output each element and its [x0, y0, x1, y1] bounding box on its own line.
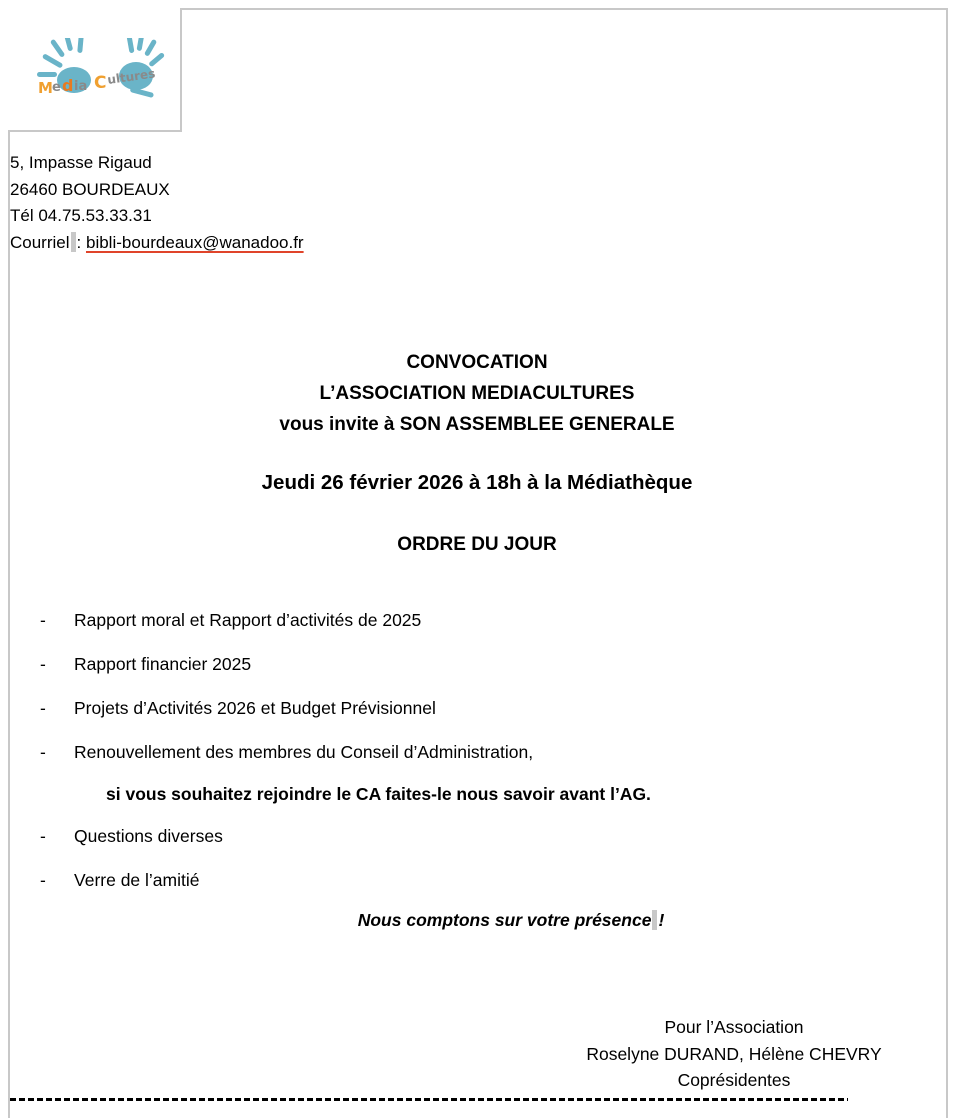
sender-address [10, 150, 304, 256]
signature-names: Roselyne DURAND, Hélène CHEVRY [586, 1043, 882, 1064]
address-city: 26460 BOURDEAUX [10, 179, 170, 199]
field-shading-mark [652, 910, 657, 930]
hands-logo-icon [32, 38, 182, 108]
svg-text:d: d [62, 76, 74, 95]
cut-line-divider [10, 1098, 848, 1101]
bullet-dash: - [40, 698, 46, 718]
agenda-title: ORDRE DU JOUR [397, 534, 557, 555]
bullet-dash: - [40, 826, 46, 846]
address-phone: Tél 04.75.53.33.31 [10, 206, 152, 225]
closing-line [0, 910, 954, 931]
address-street: 5, Impasse Rigaud [10, 153, 152, 172]
agenda-note: si vous souhaitez rejoindre le CA faites-le nous savoir avant l’AG. [106, 784, 651, 804]
svg-text:ultures: ultures [106, 66, 157, 87]
bullet-dash: - [40, 742, 46, 762]
bullet-dash: - [40, 610, 46, 630]
heading-line-1: CONVOCATION [406, 352, 548, 373]
svg-text:e: e [52, 80, 61, 95]
closing-punct: ! [658, 910, 665, 930]
logo [8, 8, 182, 132]
signature-block [560, 1014, 908, 1094]
convocation-heading [0, 347, 954, 440]
bullet-dash: - [40, 870, 46, 890]
email-separator: : [76, 232, 86, 252]
field-shading-mark [71, 232, 76, 252]
signature-line-1: Pour l’Association [664, 1017, 804, 1037]
svg-text:C: C [94, 73, 107, 93]
heading-line-2: L’ASSOCIATION MEDIACULTURES [319, 383, 635, 404]
meeting-date: Jeudi 26 février 2026 à 18h à la Médiathèque [261, 471, 693, 494]
email-link[interactable]: bibli-bourdeaux@wanadoo.fr [85, 232, 304, 252]
signature-title: Coprésidentes [677, 1070, 791, 1090]
address-email-line [10, 230, 304, 257]
svg-text:ia: ia [74, 79, 88, 94]
closing-text: Nous comptons sur votre présence [357, 910, 652, 930]
svg-text:M: M [38, 79, 53, 97]
heading-line-3: vous invite à SON ASSEMBLEE GENERALE [279, 414, 675, 435]
bullet-dash: - [40, 654, 46, 674]
email-label: Courriel [10, 232, 70, 252]
